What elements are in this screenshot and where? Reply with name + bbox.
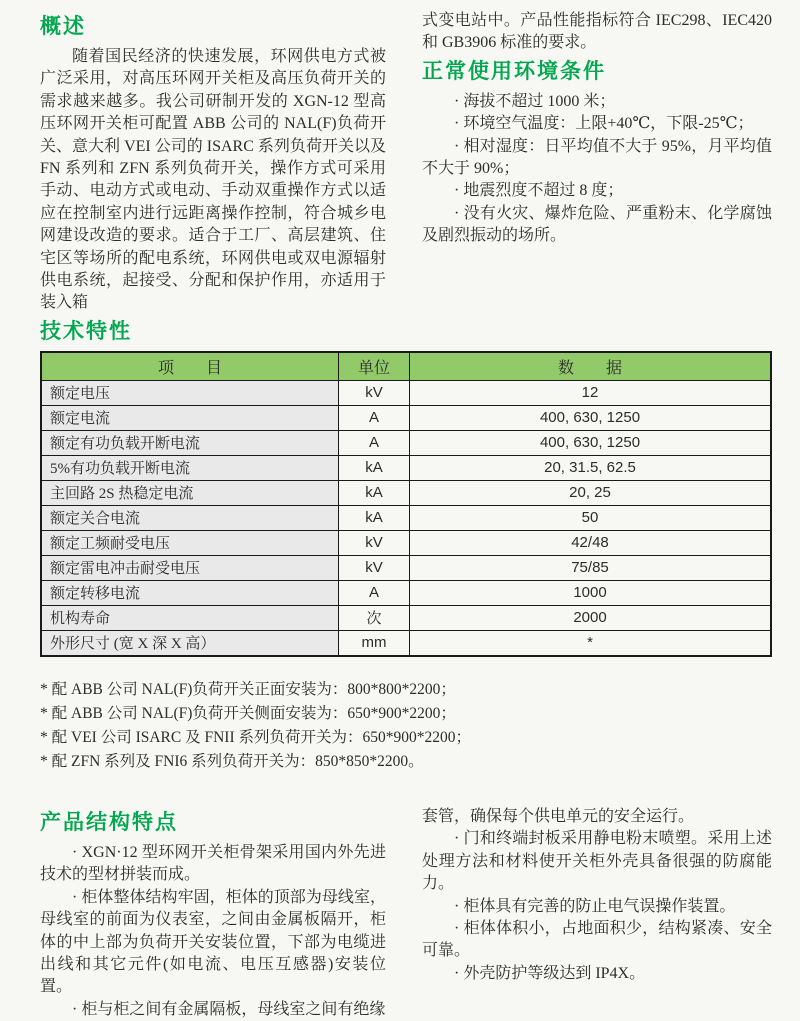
top-section — [40, 10, 772, 315]
spec-item-cell: 额定关合电流 — [41, 505, 339, 530]
spec-value-cell: 400, 630, 1250 — [410, 405, 772, 430]
structure-item: · 门和终端封板采用静电粉末喷塑。采用上述处理方法和材料使开关柜外壳具备很强的防腐能力。 — [422, 830, 772, 893]
spec-value-cell: * — [410, 630, 772, 656]
environment-column — [422, 10, 772, 248]
spec-row — [41, 555, 771, 580]
dimension-note: * 配 VEI 公司 ISARC 及 FNII 系列负荷开关为：650*900*2200； — [40, 728, 471, 746]
spec-item-cell: 额定雷电冲击耐受电压 — [41, 555, 339, 580]
spec-row — [41, 455, 771, 480]
spec-item-cell: 额定电压 — [41, 380, 339, 405]
structure-continuation: 套管，确保每个供电单元的安全运行。 — [422, 807, 695, 825]
overview-column — [40, 10, 386, 315]
spec-item-cell: 额定电流 — [41, 405, 339, 430]
spec-item-cell: 机构寿命 — [41, 605, 339, 630]
spec-row — [41, 480, 771, 505]
spec-row — [41, 430, 771, 455]
spec-unit-cell: kV — [339, 555, 410, 580]
dimension-note: * 配 ZFN 系列及 FNI6 系列负荷开关为：850*850*2200。 — [40, 752, 424, 770]
structure-right-column — [422, 806, 772, 985]
spec-row — [41, 380, 771, 405]
spec-value-cell: 400, 630, 1250 — [410, 430, 772, 455]
structure-item: · 柜体具有完善的防止电气误操作装置。 — [454, 897, 736, 915]
specs-col-item: 项 目 — [41, 352, 339, 381]
spec-value-cell: 50 — [410, 505, 772, 530]
spec-item-cell: 额定转移电流 — [41, 580, 339, 605]
specs-col-data: 数 据 — [410, 352, 772, 381]
spec-unit-cell: mm — [339, 630, 410, 656]
spec-unit-cell: 次 — [339, 605, 410, 630]
spec-unit-cell: kV — [339, 530, 410, 555]
spec-value-cell: 20, 25 — [410, 480, 772, 505]
structure-item: · 外壳防护等级达到 IP4X。 — [454, 964, 646, 982]
spec-row — [41, 530, 771, 555]
structure-item: · XGN·12 型环网开关柜骨架采用国内外先进技术的型材拼装而成。 — [40, 843, 386, 884]
spec-item-cell: 外形尺寸 (宽 X 深 X 高） — [41, 630, 339, 656]
spec-unit-cell: kV — [339, 380, 410, 405]
dimension-note: * 配 ABB 公司 NAL(F)负荷开关正面安装为：800*800*2200； — [40, 680, 456, 698]
overview-heading: 概述 — [40, 15, 86, 38]
spec-row — [41, 405, 771, 430]
structure-section — [40, 806, 772, 1021]
spec-unit-cell: A — [339, 405, 410, 430]
spec-unit-cell: kA — [339, 455, 410, 480]
spec-value-cell: 2000 — [410, 605, 772, 630]
environment-bullet: · 相对湿度：日平均值不大于 95%，月平均值不大于 90%； — [422, 137, 772, 178]
spec-row — [41, 580, 771, 605]
spec-row — [41, 605, 771, 630]
environment-heading: 正常使用环境条件 — [422, 59, 606, 83]
specs-header-row — [41, 352, 771, 381]
spec-item-cell: 额定有功负载开断电流 — [41, 430, 339, 455]
structure-left-column — [40, 806, 386, 1021]
spec-value-cell: 20, 31.5, 62.5 — [410, 455, 772, 480]
spec-value-cell: 1000 — [410, 580, 772, 605]
spec-unit-cell: A — [339, 430, 410, 455]
overview-paragraph: 随着国民经济的快速发展，环网供电方式被广泛采用，对高压环网开关柜及高压负荷开关的需求越来越多。我公司研制开发的 XGN-12 型高压环网开关柜可配置 ABB 公司的 NAL(F)负荷开关、意大利 VEI 公司的 ISARC 系列负荷开关以及 FN 系列和 ZFN 系列负荷开关，操作方式可采用手动、电动方式或电动、手动双重操作方式以适应在控制室内进行远距离操作控制，符合城乡电网建设改造的要求。适合于工厂、高层建筑、住宅区等场所的配电系统，环网供电或双电源辐射供电系统，起接受、分配和保护作用，亦适用于装入箱 — [40, 48, 386, 312]
spec-row — [41, 505, 771, 530]
spec-value-cell: 42/48 — [410, 530, 772, 555]
specs-col-unit: 单位 — [339, 352, 410, 381]
spec-item-cell: 主回路 2S 热稳定电流 — [41, 480, 339, 505]
spec-value-cell: 12 — [410, 380, 772, 405]
overview-continuation: 式变电站中。产品性能指标符合 IEC298、IEC420 和 GB3906 标准的要求。 — [422, 12, 772, 52]
specs-heading: 技术特性 — [40, 319, 132, 343]
structure-item: · 柜体体积小，占地面积少，结构紧凑、安全可靠。 — [422, 919, 772, 960]
environment-bullet: · 没有火灾、爆炸危险、严重粉末、化学腐蚀及剧烈振动的场所。 — [422, 204, 772, 245]
environment-bullet: · 地震烈度不超过 8 度； — [454, 182, 624, 200]
environment-bullet: · 海拔不超过 1000 米； — [454, 92, 616, 110]
spec-item-cell: 额定工频耐受电压 — [41, 530, 339, 555]
spec-unit-cell: kA — [339, 480, 410, 505]
spec-unit-cell: A — [339, 580, 410, 605]
spec-value-cell: 75/85 — [410, 555, 772, 580]
dimension-note: * 配 ABB 公司 NAL(F)负荷开关侧面安装为：650*900*2200； — [40, 704, 456, 722]
structure-heading: 产品结构特点 — [40, 810, 178, 834]
structure-item: · 柜体整体结构牢固，柜体的顶部为母线室，母线室的前面为仪表室，之间由金属板隔开，柜体的中上部为负荷开关安装位置，下部为电缆进出线和其它元件(如电流、电压互感器)安装位置。 — [40, 888, 386, 996]
spec-item-cell: 5%有功负载开断电流 — [41, 455, 339, 480]
dimension-notes — [40, 679, 772, 772]
environment-bullet: · 环境空气温度：上限+40℃，下限-25℃； — [454, 115, 754, 133]
specs-table — [40, 351, 772, 657]
spec-row — [41, 630, 771, 656]
structure-item: · 柜与柜之间有金属隔板，母线室之间有绝缘 — [72, 1000, 386, 1018]
spec-unit-cell: kA — [339, 505, 410, 530]
